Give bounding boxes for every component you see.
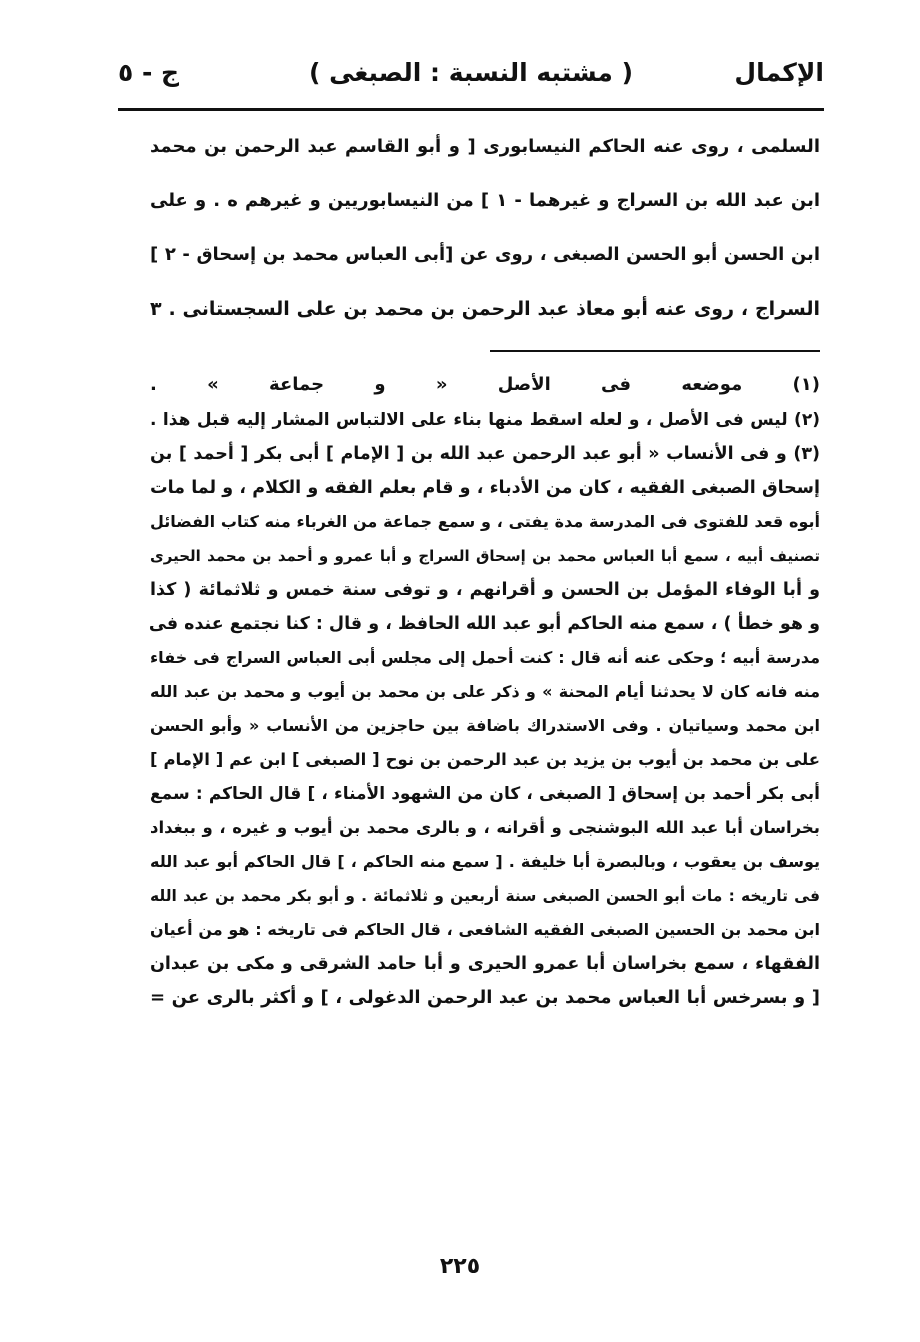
footnote-line: منه فانه كان لا يحدثنا أيام المحنة » و ذكر على بن محمد بن أيوب و محمد بن عبد الله bbox=[150, 682, 820, 701]
page-number: ٢٢٥ bbox=[439, 1254, 481, 1279]
footnote-rule bbox=[490, 350, 820, 352]
footnote-line: (٢) ليس فى الأصل ، و لعله اسقط منها بناء على الالتباس المشار إليه قبل هذا . bbox=[150, 410, 820, 430]
section-title: ( مشتبه النسبة : الصبغى ) bbox=[308, 58, 634, 87]
footnote-line: و أبا الوفاء المؤمل بن الحسن و أقرانهم ، و توفى سنة خمس و ثلاثمائة ( كذا bbox=[150, 580, 820, 600]
footnote-line: الفقهاء ، سمع بخراسان أبا عمرو الحيرى و أبا حامد الشرقى و مكى بن عبدان bbox=[150, 954, 820, 974]
text-line: ابن عبد الله بن السراج و غيرهما - ١ ] من النيسابوريين و غيرهم ه . و على bbox=[150, 190, 820, 211]
footnote-line: تصنيف أبيه ، سمع أبا العباس محمد بن إسحاق السراج و أبا عمرو و أحمد بن محمد الحيرى bbox=[150, 547, 820, 565]
running-header bbox=[118, 58, 824, 98]
footnote-line: (٣) و فى الأنساب « أبو عبد الرحمن عبد الله بن [ الإمام ] أبى بكر [ أحمد ] بن bbox=[150, 444, 820, 464]
footnote-line: مدرسة أبيه ؛ وحكى عنه أنه قال : كنت أحمل إلى مجلس أبى العباس السراج فى خفاء bbox=[150, 648, 820, 667]
text-line: السراج ، روى عنه أبو معاذ عبد الرحمن بن محمد بن على السجستانى . ٣ bbox=[150, 298, 820, 320]
footnote-line: على بن محمد بن أيوب بن يزيد بن عبد الرحمن بن نوح [ الصبغى ] ابن عم [ الإمام ] bbox=[150, 750, 820, 769]
header-rule bbox=[118, 108, 824, 111]
footnote-line: أبوه قعد للفتوى فى المدرسة مدة يفتى ، و سمع جماعة من الغرباء منه كتاب الفضائل bbox=[150, 512, 820, 531]
footnote-line: أبى بكر أحمد بن إسحاق [ الصبغى ، كان من الشهود الأمناء ، ] قال الحاكم : سمع bbox=[150, 784, 820, 804]
footnote-line: ابن محمد بن الحسين الصبغى الفقيه الشافعى ، قال الحاكم فى تاريخه : هو من أعيان bbox=[150, 920, 820, 939]
footnote-line: و هو خطأ ) ، سمع منه الحاكم أبو عبد الله الحافظ ، و قال : كنا نجتمع عنده فى bbox=[148, 614, 820, 634]
footnote-line: بخراسان أبا عبد الله البوشنجى و أقرانه ، و بالرى محمد بن أيوب و غيره ، و ببغداد bbox=[150, 818, 820, 837]
text-line: السلمى ، روى عنه الحاكم النيسابورى [ و أبو القاسم عبد الرحمن بن محمد bbox=[150, 136, 820, 157]
footnote-line: [ و بسرخس أبا العباس محمد بن عبد الرحمن الدغولى ، ] و أكثر بالرى عن = bbox=[150, 987, 820, 1008]
text-line: ابن الحسن أبو الحسن الصبغى ، روى عن [أبى العباس محمد بن إسحاق - ٢ ] bbox=[150, 244, 820, 265]
footnote-line: ابن محمد وسياتيان . وفى الاستدراك باضافة بين حاجزين من الأنساب « وأبو الحسن bbox=[150, 716, 820, 735]
footnote-line: فى تاريخه : مات أبو الحسن الصبغى سنة أربعين و ثلاثمائة . و أبو بكر محمد بن عبد الله bbox=[150, 887, 820, 905]
footnote-line: (١) موضعه فى الأصل « و جماعة » . bbox=[150, 374, 820, 395]
footnotes bbox=[150, 366, 820, 1015]
main-text bbox=[150, 120, 820, 336]
book-title: الإكمال bbox=[734, 58, 824, 87]
footnote-line: إسحاق الصبغى الفقيه ، كان من الأدباء ، و قام بعلم الفقه و الكلام ، و لما مات bbox=[150, 478, 820, 498]
volume-label: ج - ٥ bbox=[118, 58, 180, 87]
footnote-line: يوسف بن يعقوب ، وبالبصرة أبا خليفة . [ سمع منه الحاكم ، ] قال الحاكم أبو عبد الله bbox=[150, 852, 820, 871]
